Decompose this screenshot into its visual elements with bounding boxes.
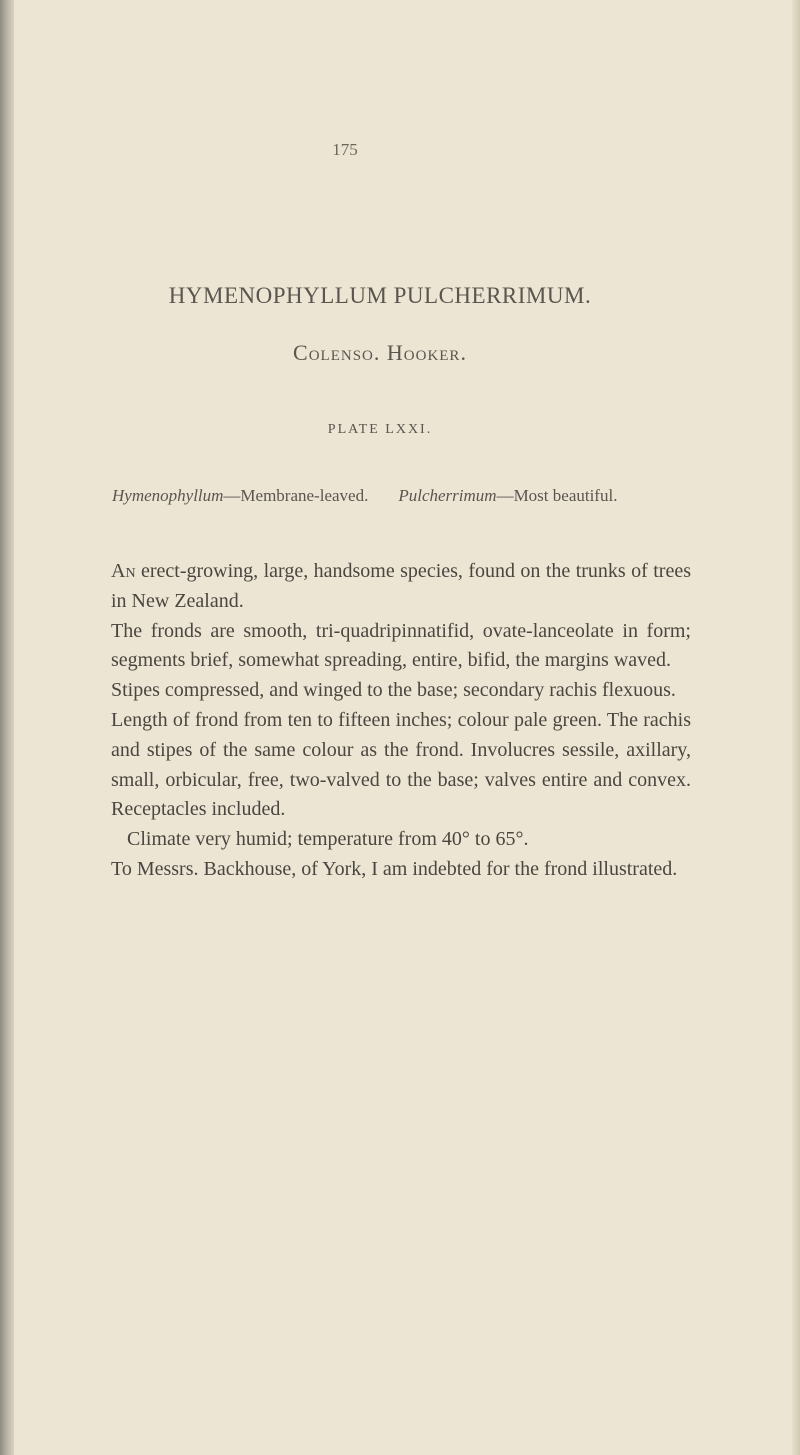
page-binding-edge [0,0,14,1455]
genus-term: Hymenophyllum [112,486,224,505]
paragraph-length: Length of frond from ten to fifteen inches; colour pale green. The rachis and stipes of the same colour as the frond. Involucres sessile, axillary, small, orbicular, free, two-valved to the base; valves entire and convex. Receptacles included. [111,708,691,821]
authors-line: Colenso. Hooker. [293,340,467,365]
paragraph-lead-word: An [111,560,136,582]
plate-label: PLATE LXXI. [327,422,433,437]
paragraph-acknowledgement: To Messrs. Backhouse, of York, I am indebted for the frond illustrated. [111,857,678,880]
page-number: 175 [332,140,358,159]
paragraph-climate: Climate very humid; temperature from 40° to 65°. [127,828,529,851]
paragraph-habit [111,557,691,617]
paragraph-fronds: The fronds are smooth, tri-quadripinnatifid, ovate-lanceolate in form; segments brief, somewhat spreading, entire, bifid, the margins waved. [111,619,691,672]
paragraph-stipes: Stipes compressed, and winged to the base; secondary rachis flexuous. [111,679,676,702]
species-term: Pulcherrimum [398,486,497,505]
species-meaning: —Most beautiful. [496,486,618,505]
etymology-line [112,486,732,506]
page-title: HYMENOPHYLLUM PULCHERRIMUM. [168,283,592,308]
page-right-edge [792,0,800,1455]
description-text [111,557,691,885]
genus-meaning: —Membrane-leaved. [223,486,369,505]
paragraph-habit-rest: erect-growing, large, handsome species, found on the trunks of trees in New Zealand. [111,560,691,612]
